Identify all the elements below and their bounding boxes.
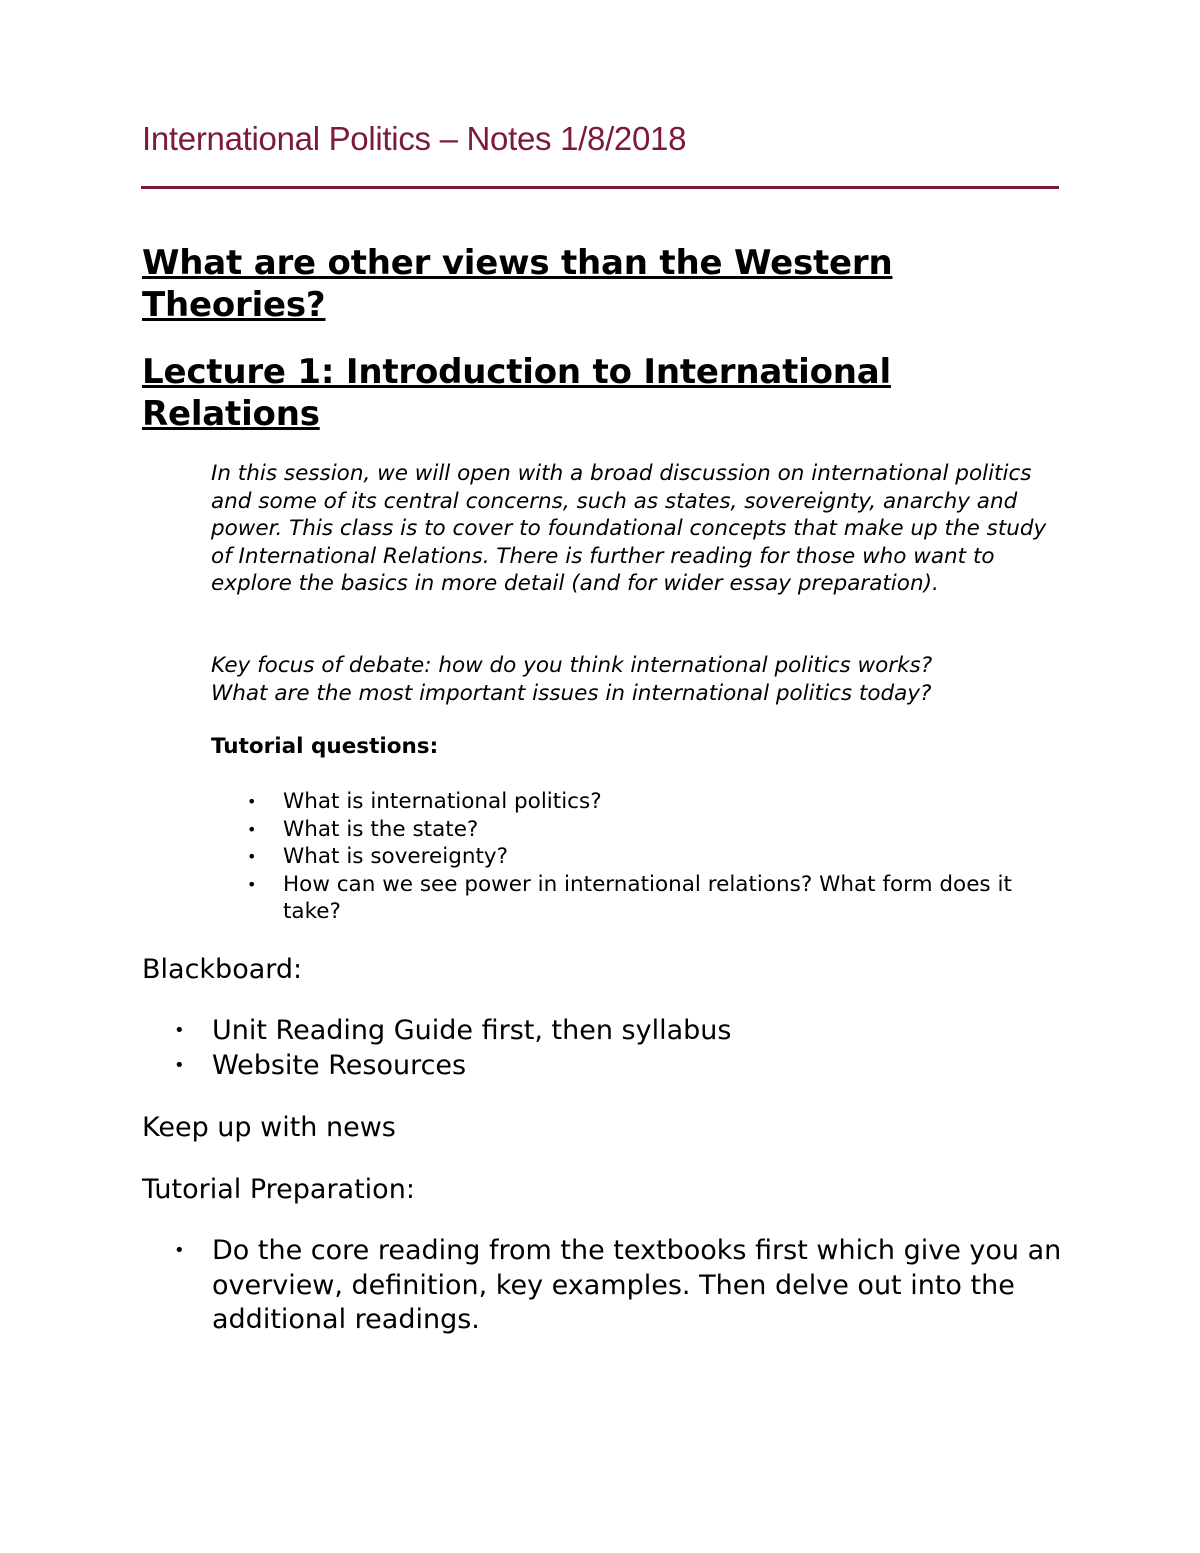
heading-western-theories: What are other views than the Western Theories? <box>142 243 893 325</box>
focus-line-2: What are the most important issues in international politics today? <box>211 680 932 706</box>
intro-text: In this session, we will open with a broad discussion on international politics and some of its central concerns, such as states, sovereignty, anarchy and power. This class is to cover to foundational concepts that make up the study of International Relations. There is further reading for those who want to explore the basics in more detail (and for wider essay preparation). <box>211 461 1047 596</box>
list-item-text: Website Resources <box>212 1049 467 1081</box>
bullet-icon: • <box>247 847 257 866</box>
bullet-icon: • <box>174 1020 185 1041</box>
list-item-text: What is international politics? <box>283 789 602 814</box>
heading-lecture-1: Lecture 1: Introduction to International Relations <box>142 352 891 434</box>
bullet-icon: • <box>174 1054 185 1076</box>
list-item-text: How can we see power in international relations? What form does it take? <box>283 871 1012 924</box>
bullet-icon: • <box>247 874 257 894</box>
bullet-icon: • <box>247 792 257 811</box>
list-item-text: Unit Reading Guide first, then syllabus <box>212 1015 732 1046</box>
focus-line-1: Key focus of debate: how do you think international politics works? <box>211 653 933 678</box>
tutorial-questions-label: Tutorial questions: <box>211 734 439 759</box>
list-item-text: What is sovereignty? <box>283 844 509 869</box>
preparation-list <box>142 1234 1062 1338</box>
tutorial-preparation-label: Tutorial Preparation: <box>142 1174 415 1205</box>
blackboard-label: Blackboard: <box>142 954 303 985</box>
list-item <box>211 816 1071 844</box>
list-item <box>142 1234 1062 1338</box>
bullet-icon: • <box>247 819 257 839</box>
intro-paragraph <box>211 460 1071 598</box>
document-title: International Politics – Notes 1/8/2018 <box>142 120 687 157</box>
focus-block <box>211 652 1071 707</box>
list-item <box>211 871 1071 926</box>
tutorial-questions-list <box>211 788 1071 926</box>
list-item <box>211 843 1071 871</box>
bullet-icon: • <box>174 1240 185 1261</box>
list-item-text: What is the state? <box>283 816 479 842</box>
blackboard-list <box>142 1014 1042 1083</box>
list-item <box>142 1049 1042 1084</box>
list-item <box>211 788 1071 816</box>
title-divider <box>141 186 1059 189</box>
list-item-text: Do the core reading from the textbooks first which give you an overview, definition, key examples. Then delve out into the additional readings. <box>212 1235 1062 1335</box>
list-item <box>142 1014 1042 1049</box>
news-line: Keep up with news <box>142 1112 396 1143</box>
